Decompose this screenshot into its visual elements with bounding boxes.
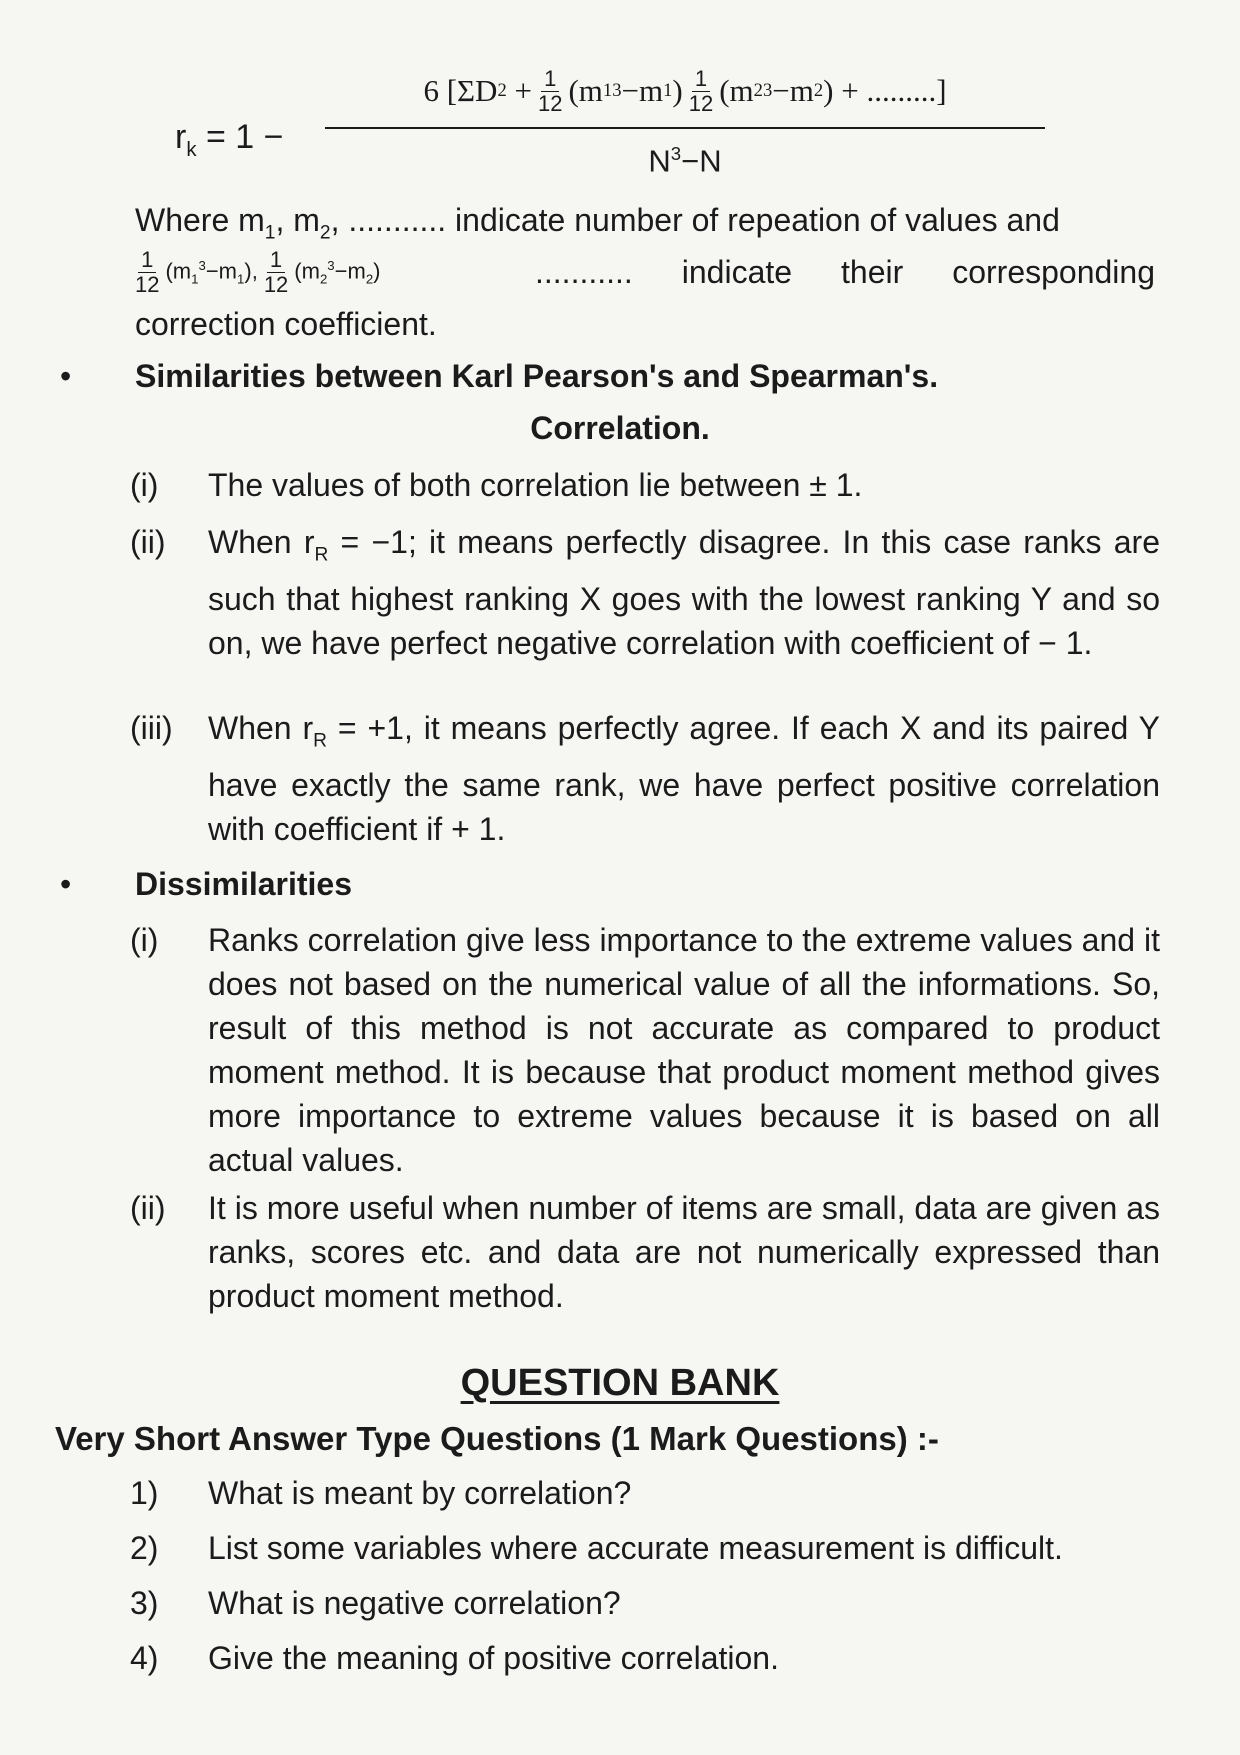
formula-fraction <box>325 55 1045 179</box>
correlation-subheading: Correlation. <box>530 410 710 446</box>
very-short-answer-heading: Very Short Answer Type Questions (1 Mark Questions) :- <box>55 1420 939 1457</box>
question-item: 4) Give the meaning of positive correlation. <box>130 1640 779 1676</box>
formula-numerator: 6 [ΣD 2 + $\frac{1}{12}$ (m 1 3 −m 1 ) 1 12 (m 2 3 −m 2 ) + .........] <box>423 65 947 116</box>
similarity-item: (ii) When $r_R = -1$; it means perfectly disagree. In this case ranks are such that highest ranking X goes with the lowest ranking Y and so on, we have perfect negative correlation with coefficient of − 1. <box>130 524 1160 662</box>
where-line-2-text: ........... indicate their corresponding <box>535 254 1155 290</box>
correction-term-1: $(m_1^3-m_1)$, <box>165 258 258 287</box>
correction-term-2: $(m_2^3-m_2)$ <box>294 258 381 287</box>
formula-denominator: $N^3-N$ <box>648 143 722 179</box>
rank-correlation-formula <box>175 55 1045 190</box>
fraction-one-twelve: 1 12 <box>263 247 289 297</box>
question-item: 2) List some variables where accurate measurement is difficult. <box>130 1530 1063 1566</box>
question-item: 3) What is negative correlation? <box>130 1585 621 1621</box>
where-line-3: correction coefficient. <box>135 306 437 342</box>
bullet: • <box>60 866 72 902</box>
question-item: 1) What is meant by correlation? <box>130 1475 632 1511</box>
dissimilarity-item: (i) Ranks correlation give less importance to the extreme values and it does not based on the numerical value of all the informations. So, result of this method is not accurate as compared to product moment method. It is because that product moment method gives more importance to extreme values because it is based on all actual values. <box>130 922 1160 1178</box>
dissimilarities-heading: Dissimilarities <box>135 866 352 902</box>
similarity-item: (i) The values of both correlation lie between ± 1. <box>130 467 863 503</box>
similarity-item: (iii) When $r_R = +1$, it means perfectly agree. If each X and its paired Y have exactly the same rank, we have perfect positive correlation with coefficient if + 1. <box>130 710 1161 848</box>
dissimilarity-item: (ii) It is more useful when number of items are small, data are given as ranks, scores etc. and data are not numerically expressed than product moment method. <box>130 1190 1160 1314</box>
fraction-one-twelve: 1 12 <box>135 247 160 297</box>
fraction-one-twelve: $\frac{1}{12}$ <box>537 65 563 116</box>
similarities-heading: Similarities between Karl Pearson's and Spearman's. <box>135 358 939 394</box>
question-bank-title: QUESTION BANK <box>460 1362 780 1404</box>
fraction-one-twelve: 1 12 <box>688 65 714 116</box>
where-line-2 <box>135 248 1155 297</box>
formula-lhs: $r_k = 1$ − <box>175 118 284 161</box>
where-line-1: Where $m_1$, $m_2$, ........... indicate number of repeation of values and <box>135 202 1060 244</box>
bullet: • <box>60 358 72 394</box>
